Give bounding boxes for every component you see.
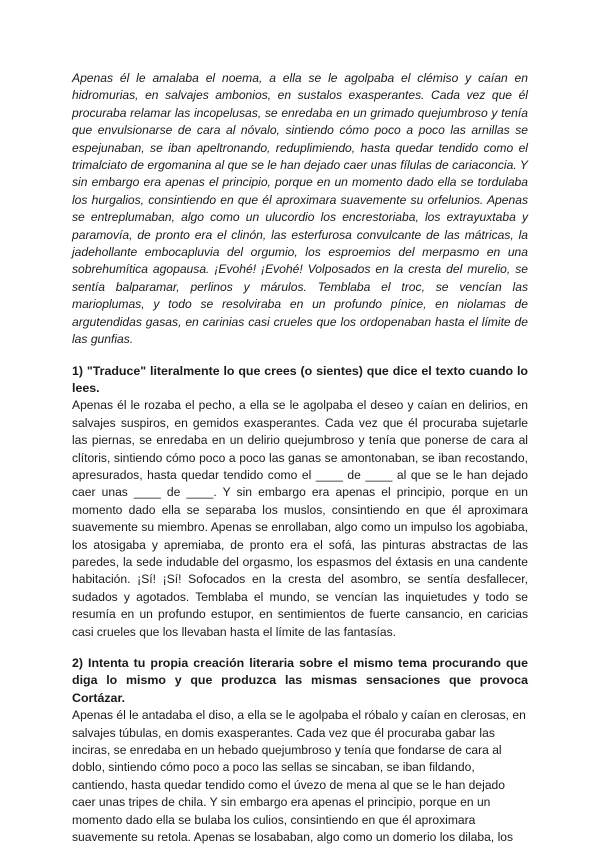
original-text-paragraph: Apenas él le amalaba el noema, a ella se le agolpaba el clémiso y caían en hidromurias, en salvajes ambonios, en sustalos exasperantes. Cada vez que él procuraba relamar las incopelusas, se enredaba en un grimado quejumbroso y tenía que envulsionarse de cara al nóvalo, sintiendo cómo poco a poco las arnillas se espejunaban, se iban apeltronando, reduplimiendo, hasta quedar tendido como el trimalciato de ergomanina al que se le han dejado caer unas fílulas de cariaconcia. Y sin embargo era apenas el principio, porque en un momento dado ella se tordulaba los hurgalios, consintiendo en que él aproximara suavemente su orfelunios. Apenas se entreplumaban, algo como un ulucordio los encrestoriaba, los extrayuxtaba y paramovía, de pronto era el clinón, las esterfurosa convulcante de las mátricas, la jadehollante embocapluvia del orgumio, los esproemios del merpasmo en una sobrehumítica agopausa. ¡Evohé! ¡Evohé! Volposados en la cresta del murelio, se sentía balparamar, perlinos y márulos. Temblaba el troc, se vencían las marioplumas, y todo se resolviraba en un profundo pínice, en niolamas de argutendidas gasas, en carinias casi crueles que los ordopenaban hasta el límite de las gunfias.: [72, 71, 528, 347]
question-2-answer: Apenas él le antadaba el diso, a ella se le agolpaba el róbalo y caían en clerosas, en salvajes túbulas, en domis exasperantes. Cada vez que él procuraba gabar las inciras, se enredaba en un hebado quejumbroso y tenía que fondarse de cara al doblo, sintiendo cómo poco a poco las sellas se sincaban, se iban fildando, cantiendo, hasta quedar tendido como el úvezo de mena al que se le han dejado caer unas tripes de chila. Y sin embargo era apenas el principio, porque en un momento dado ella se bulaba los culios, consintiendo en que él aproximara suavemente su retola. Apenas se losababan, algo como un domerio los dilaba, los: [72, 708, 526, 845]
question-2-heading: 2) Intenta tu propia creación literaria sobre el mismo tema procurando que diga lo mismo y que produzca las mismas sensaciones que provoca Cortázar.: [72, 656, 528, 705]
question-1-answer: Apenas él le rozaba el pecho, a ella se le agolpaba el deseo y caían en delirios, en salvajes suspiros, en gemidos exasperantes. Cada vez que él procuraba sujetarle las piernas, se enredaba en un delirio quejumbroso y tenía que ponerse de cara al clítoris, sintiendo cómo poco a poco las ganas se amontonaban, se iban recostando, apresurados, hasta quedar tendido como el ____ de ____ al que se le han dejado caer unas ____ de ____. Y sin embargo era apenas el principio, porque en un momento dado ella se separaba los muslos, consintiendo en que él aproximara suavemente su miembro. Apenas se enrollaban, algo como un impulso los agobiaba, los atosigaba y apremiaba, de pronto era el sofá, las pinturas abstractas de las paredes, la sede indudable del orgasmo, los espasmos del éxtasis en una candente habitación. ¡Sí! ¡Sí! Sofocados en la cresta del asombro, se sentía desfallecer, sudados y agotados. Temblaba el mundo, se vencían las inquietudes y todo se resumía en un profundo estupor, en sentimientos de fuerte cansancio, en caricias casi crueles que los llevaban hasta el límite de las fantasías.: [72, 398, 528, 639]
question-1-heading: 1) "Traduce" literalmente lo que crees (o sientes) que dice el texto cuando lo lees.: [72, 363, 528, 395]
document-page: [72, 70, 528, 846]
